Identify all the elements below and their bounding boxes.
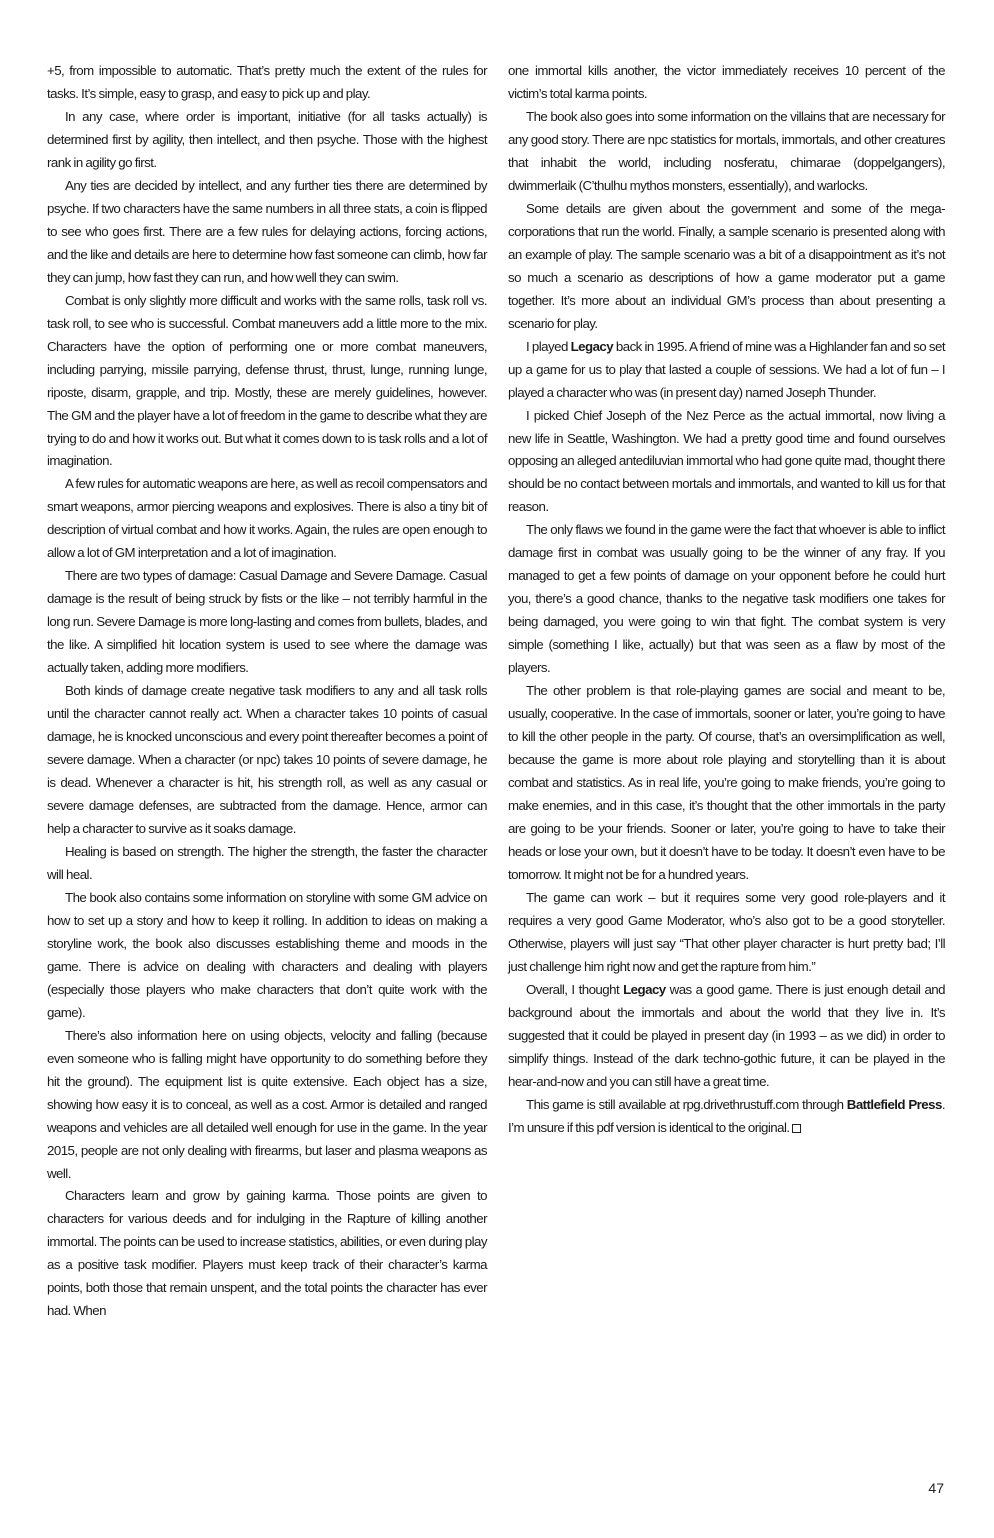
text-run: was a good game. There is just enough detail and background about the immortals and about the world that they live in. It’s suggested that it could be played in present day (in 1993 – as we did) in order to simplify things. Instead of the dark techno-gothic future, it can be played in the hear-and-now and you can still have a great time. [508,981,945,1089]
text-run: There are two types of damage: Casual Damage and Severe Damage. Casual damage is the result of being struck by fists or the like – not terribly harmful in the long run. Severe Damage is more long-lasting and comes from bullets, blades, and the like. A simplified hit location system is used to see where the damage was actually taken, adding more modifiers. [47,568,487,676]
text-run: The other problem is that role-playing games are social and meant to be, usually, cooperative. In the case of immortals, sooner or later, you’re going to have to kill the other people in the party. Of course, that’s an oversimplification as well, because the game is more about role playing and storytelling than it is about combat and statistics. As in real life, you’re going to make friends, you’re going to make enemies, and in this case, it’s thought that the other immortals in the party are going to be your friends. Sooner or later, you’re going to have to take their heads or lose your own, but it doesn’t have to be today. It doesn’t even have to be tomorrow. It might not be for a hundred years. [508,683,945,882]
bold-title-text: Battlefield Press [846,1096,942,1112]
paragraph [47,175,487,290]
paragraph [508,979,945,1094]
text-run: Characters learn and grow by gaining karma. Those points are given to characters for various deeds and for indulging in the Rapture of killing another immortal. The points can be used to increase statistics, abilities, or even during play as a positive task modifier. Players must keep track of their character’s karma points, both those that remain unspent, and the total points the character has ever had. When [47,1188,487,1319]
text-run: Combat is only slightly more difficult and works with the same rolls, task roll vs. task roll, to see who is successful. Combat maneuvers add a little more to the mix. Characters have the option of performing one or more combat maneuvers, including parrying, missile parrying, defense thrust, thrust, lunge, running lunge, riposte, disarm, grapple, and trip. Mostly, these are merely guidelines, however. The GM and the player have a lot of freedom in the game to describe what they are trying to do and how it works out. But what it comes down to is task rolls and a lot of imagination. [47,292,487,469]
left-column [47,60,487,1323]
text-run: I picked Chief Joseph of the Nez Perce as the actual immortal, now living a new life in Seattle, Washington. We had a pretty good time and found ourselves opposing an alleged antediluvian immortal who had gone quite mad, thought there should be no contact between mortals and immortals, and wanted to kill us for that reason. [508,407,945,515]
paragraph [47,680,487,841]
end-of-article-square-icon [792,1124,801,1133]
paragraph [508,336,945,405]
text-run: +5, from impossible to automatic. That’s pretty much the extent of the rules for tasks. It’s simple, easy to grasp, and easy to pick up and play. [47,63,487,101]
text-run: The book also goes into some information on the villains that are necessary for any good story. There are npc statistics for mortals, immortals, and other creatures that inhabit the world, including nosferatu, chimarae (doppelgangers), dwimmerlaik (C’thulhu mythos monsters, essentially), and warlocks. [508,108,945,193]
paragraph [508,198,945,336]
text-run: A few rules for automatic weapons are here, as well as recoil compensators and smart weapons, armor piercing weapons and explosives. There is also a tiny bit of description of virtual combat and how it works. Again, the rules are open enough to allow a lot of GM interpretation and a lot of imagination. [47,476,487,561]
paragraph [47,887,487,1025]
text-run: Both kinds of damage create negative task modifiers to any and all task rolls until the character cannot really act. When a character takes 10 points of casual damage, he is knocked unconscious and every point thereafter becomes a point of severe damage. When a character (or npc) takes 10 points of severe damage, he is dead. Whenever a character is hit, his strength roll, as well as any casual or severe damage defenses, are subtracted from the damage. Hence, armor can help a character to survive as it soaks damage. [47,683,487,836]
text-run: There’s also information here on using objects, velocity and falling (because even someone who is falling might have opportunity to do something before they hit the ground). The equipment list is quite extensive. Each object has a size, showing how easy it is to conceal, as well as a cost. Armor is detailed and ranged weapons and vehicles are all detailed well enough for use in the game. In the year 2015, people are not only dealing with firearms, but laser and plasma weapons as well. [47,1027,487,1181]
text-run: back in 1995. A friend of mine was a Highlander fan and so set up a game for us to play that lasted a couple of sessions. We had a lot of fun – I played a character who was (in present day) named Joseph Thunder. [508,338,945,400]
paragraph [47,1185,487,1323]
text-run: The game can work – but it requires some very good role-players and it requires a very good Game Moderator, who’s also got to be a good storyteller. Otherwise, players will just say “That other player character is hurt pretty bad; I’ll just challenge him right now and get the rapture from him.” [508,889,945,974]
paragraph [47,106,487,175]
paragraph [508,1094,945,1140]
paragraph [47,473,487,565]
text-run: . I’m unsure if this pdf version is identical to the original. [508,1096,945,1135]
text-run: Some details are given about the government and some of the mega-corporations that run the world. Finally, a sample scenario is presented along with an example of play. The sample scenario was a bit of a disappointment as it’s not so much a scenario as descriptions of how a game moderator put a game together. It’s more about an individual GM’s process than about presenting a scenario for play. [508,200,945,331]
text-run: one immortal kills another, the victor immediately receives 10 percent of the victim’s total karma points. [508,63,945,101]
paragraph [508,60,945,106]
paragraph [47,565,487,680]
text-run: The only flaws we found in the game were the fact that whoever is able to inflict damage first in combat was usually going to be the winner of any fray. If you managed to get a few points of damage on your opponent before he could hurt you, there’s a good chance, thanks to the negative task modifiers one takes for being damaged, you were going to win that fight. The combat system is very simple (something I like, actually) but that was seen as a flaw by most of the players. [508,522,945,676]
page-number: 47 [928,1480,944,1496]
paragraph [47,60,487,106]
text-run: The book also contains some information on storyline with some GM advice on how to set up a story and how to keep it rolling. In addition to ideas on making a storyline work, the book also discusses establishing theme and moods in the game. There is advice on dealing with characters and dealing with players (especially those players who make characters that don’t quite work with the game). [47,889,487,1020]
text-run: Any ties are decided by intellect, and any further ties there are determined by psyche. If two characters have the same numbers in all three stats, a coin is flipped to see who goes first. There are a few rules for delaying actions, forcing actions, and the like and details are here to determine how fast someone can climb, how far they can jump, how fast they can run, and how well they can swim. [47,177,487,285]
paragraph [47,1025,487,1186]
paragraph [47,841,487,887]
paragraph [508,680,945,887]
text-run: This game is still available at rpg.drivethrustuff.com through [526,1096,847,1112]
text-run: Healing is based on strength. The higher the strength, the faster the character will heal. [47,843,487,882]
right-column [508,60,945,1140]
paragraph [508,887,945,979]
paragraph [508,106,945,198]
text-run: I played [526,338,571,354]
bold-title-text: Legacy [623,981,666,997]
paragraph [508,405,945,520]
paragraph [508,519,945,680]
bold-title-text: Legacy [570,338,614,354]
text-run: Overall, I thought [526,981,624,997]
text-run: In any case, where order is important, initiative (for all tasks actually) is determined first by agility, then intellect, and then psyche. Those with the highest rank in agility go first. [47,108,487,170]
paragraph [47,290,487,474]
